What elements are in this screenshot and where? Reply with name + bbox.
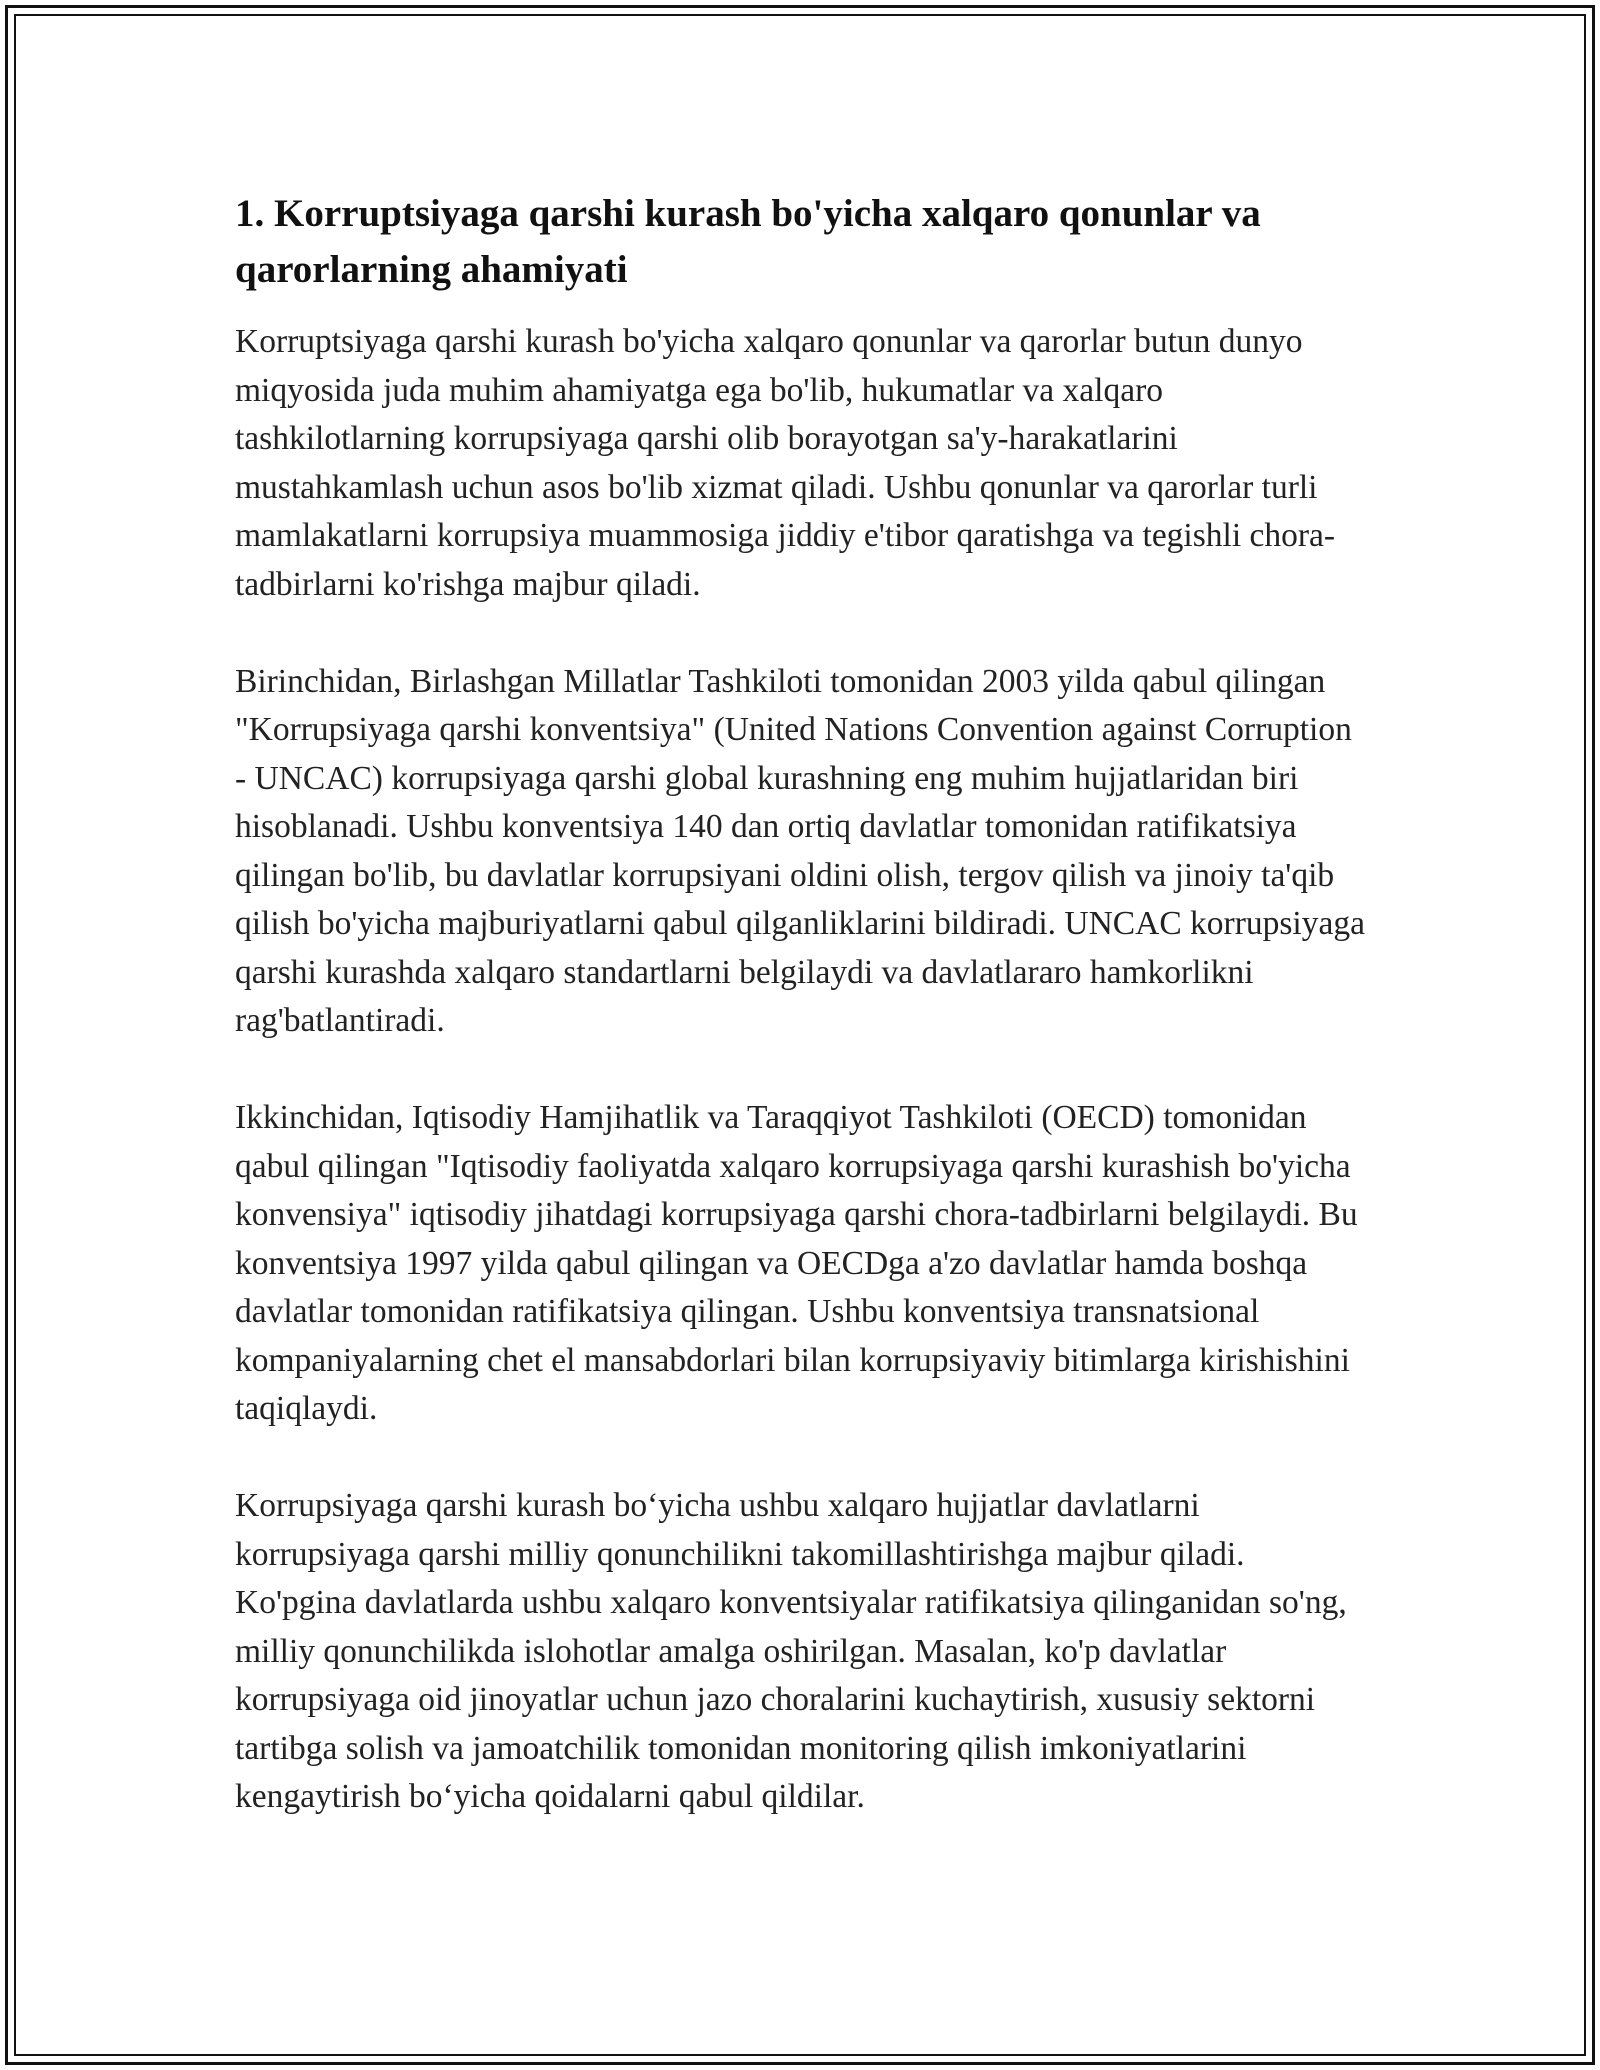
paragraph-intro: Korruptsiyaga qarshi kurash bo'yicha xalqaro qonunlar va qarorlar butun dunyo miqyosida juda muhim ahamiyatga ega bo'lib, hukumatlar va xalqaro tashkilotlarning korrupsiyaga qarshi olib borayotgan sa'y-harakatlarini mustahkamlash uchun asos bo'lib xizmat qiladi. Ushbu qonunlar va qarorlar turli mamlakatlarni korrupsiya muammosiga jiddiy e'tibor qaratishga va tegishli chora-tadbirlarni ko'rishga majbur qiladi. xyxy=(235,323,1336,603)
paragraph-uncac: Birinchidan, Birlashgan Millatlar Tashkiloti tomonidan 2003 yilda qabul qilingan "Korrupsiyaga qarshi konventsiya" (United Nations Convention against Corruption - UNCAC) korrupsiyaga qarshi global kurashning eng muhim hujjatlaridan biri hisoblanadi. Ushbu konventsiya 140 dan ortiq davlatlar tomonidan ratifikatsiya qilingan bo'lib, bu davlatlar korrupsiyani oldini olish, tergov qilish va jinoiy ta'qib qilish bo'yicha majburiyatlarni qabul qilganliklarini bildiradi. UNCAC korrupsiyaga qarshi kurashda xalqaro standartlarni belgilaydi va davlatlararo hamkorlikni rag'batlantiradi. xyxy=(235,662,1365,1039)
paragraph-oecd: Ikkinchidan, Iqtisodiy Hamjihatlik va Taraqqiyot Tashkiloti (OECD) tomonidan qabul qilingan "Iqtisodiy faoliyatda xalqaro korrupsiyaga qarshi kurashish bo'yicha konvensiya" iqtisodiy jihatdagi korrupsiyaga qarshi chora-tadbirlarni belgilaydi. Bu konventsiya 1997 yilda qabul qilingan va OECDga a'zo davlatlar hamda boshqa davlatlar tomonidan ratifikatsiya qilingan. Ushbu konventsiya transnatsional kompaniyalarning chet el mansabdorlari bilan korrupsiyaviy bitimlarga kirishishini taqiqlaydi. xyxy=(235,1099,1358,1427)
section-heading: 1. Korruptsiyaga qarshi kurash bo'yicha xalqaro qonunlar va qarorlarning ahamiyati xyxy=(235,192,1261,291)
paragraph-national-law: Korrupsiyaga qarshi kurash bo‘yicha ushbu xalqaro hujjatlar davlatlarni korrupsiyaga qarshi milliy qonunchilikni takomillashtirishga majbur qiladi. Ko'pgina davlatlarda ushbu xalqaro konventsiyalar ratifikatsiya qilinganidan so'ng, milliy qonunchilikda islohotlar amalga oshirilgan. Masalan, ko'p davlatlar korrupsiyaga oid jinoyatlar uchun jazo choralarini kuchaytirish, xususiy sektorni tartibga solish va jamoatchilik tomonidan monitoring qilish imkoniyatlarini kengaytirish bo‘yicha qoidalarni qabul qildilar. xyxy=(235,1487,1347,1815)
document-body xyxy=(235,186,1365,1870)
